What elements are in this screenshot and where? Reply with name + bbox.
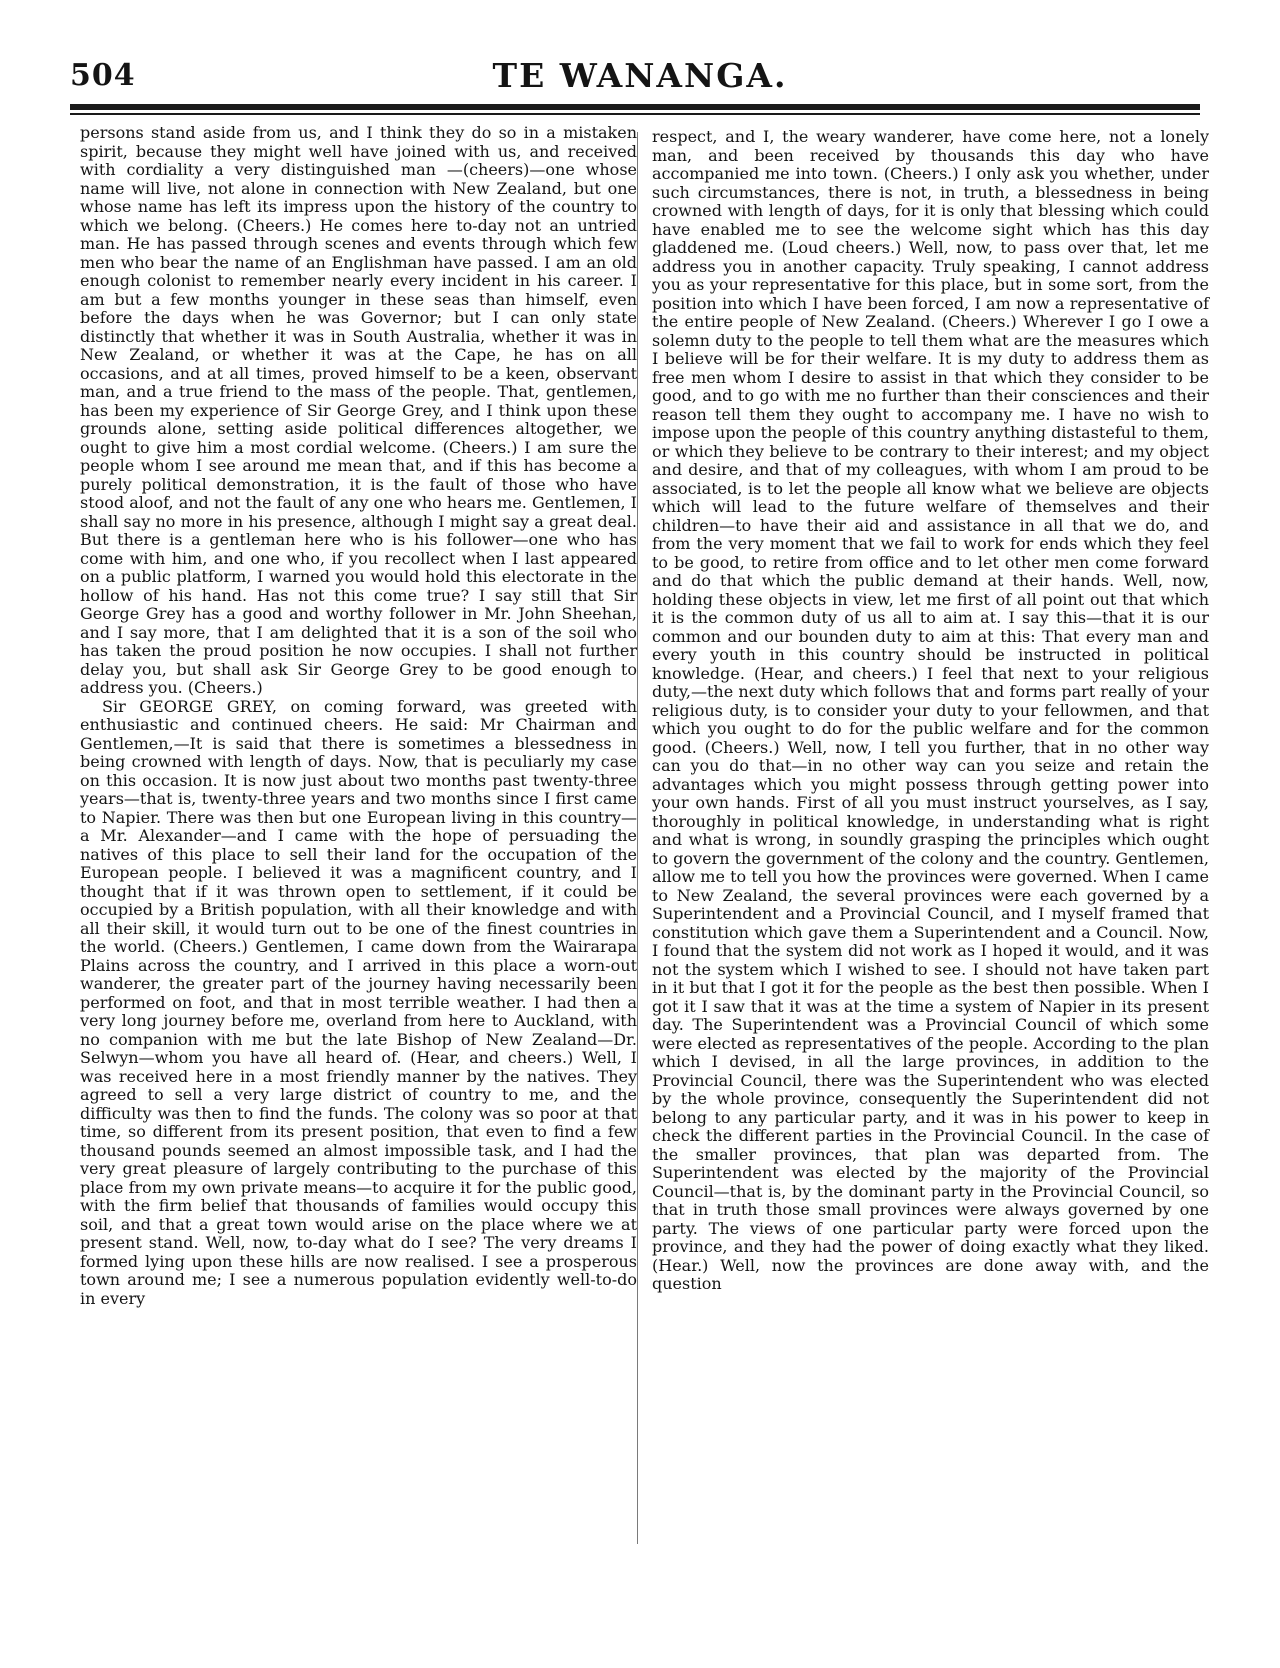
- page-number: 504: [70, 58, 136, 93]
- header-rule-thick: [70, 104, 1200, 110]
- right-paragraph-1: respect, and I, the weary wanderer, have come here, not a lonely man, and been received by thousands this day who have accompanied me into town. (Cheers.) I only ask you whether, under such circumstances, there is not, in truth, a blessedness in being crowned with length of days, for it is only that blessing which could have enabled me to see the welcome sight which has this day gladdened me. (Loud cheers.) Well, now, to pass over that, let me address you in another capacity. Truly speaking, I cannot address you as your representative for this place, but in some sort, from the position into which I have been forced, I am now a representative of the entire people of New Zealand. (Cheers.) Wherever I go I owe a solemn duty to the people to tell them what are the measures which I believe will be for their welfare. It is my duty to address them as free men whom I desire to assist in that which they consider to be good, and to go with me no further than their consciences and their reason tell them they ought to accompany me. I have no wish to impose upon the people of this country anything distasteful to them, or which they believe to be contrary to their interest; and my object and desire, and that of my colleagues, with whom I am proud to be associated, is to let the people all know what we believe are objects which will lead to the future welfare of themselves and their children—to have their aid and assistance in all that we do, and from the very moment that we fail to work for ends which they feel to be good, to retire from office and to let other men come forward and do that which the public demand at their hands. Well, now, holding these objects in view, let me first of all point out that which it is the common duty of us all to aim at. I say this—that it is our common and our bounden duty to aim at this: That every man and every youth in this country should be instructed in political knowledge. (Hear, and cheers.) I feel that next to your religious duty,—the next duty which follows that and forms part really of your religious duty, is to consider your duty to your fellowmen, and that which you ought to do for the public welfare and for the common good. (Cheers.) Well, now, I tell you further, that in no other way can you do that—in no other way can you seize and retain the advantages which you might possess through getting power into your own hands. First of all you must instruct yourselves, as I say, thoroughly in political knowledge, in understanding what is right and what is wrong, in soundly grasping the principles which ought to govern the government of the colony and the country. Gentlemen, allow me to tell you how the provinces were governed. When I came to New Zealand, the several provinces were each governed by a Superintendent and a Provincial Council, and I myself framed that constitution which gave them a Superintendent and a Council. Now, I found that the system did not work as I hoped it would, and it was not the system which I wished to see. I should not have taken part in it but that I got it for the people as the best then possible. When I got it I saw that it was at the time a system of Napier in its present day. The Superintendent was a Provincial Council of which some were elected as representatives of the people. According to the plan which I devised, in all the large provinces, in addition to the Provincial Council, there was the Superintendent who was elected by the whole province, consequently the Superintendent did not belong to any particular party, and it was in his power to keep in check the different parties in the Provincial Council. In the case of the smaller provinces, that plan was departed from. The Superintendent was elected by the majority of the Provincial Council—that is, by the dominant party in the Provincial Council, so that in truth those small provinces were always governed by one party. The views of one particular party were forced upon the province, and they had the power of doing exactly what they liked. (Hear.) Well, now the provinces are done away with, and the question: [652, 127, 1209, 1293]
- left-column: [80, 124, 637, 1308]
- left-paragraph-2: Sir GEORGE GREY, on coming forward, was greeted with enthusiastic and continued cheers. He said: Mr Chairman and Gentlemen,—It is said that there is sometimes a blessedness in being crowned with length of days. Now, that is peculiarly my case on this occasion. It is now just about two months past twenty-three years—that is, twenty-three years and two months since I first came to Napier. There was then but one European living in this country—a Mr. Alexander—and I came with the hope of persuading the natives of this place to sell their land for the occupation of the European people. I believed it was a magnificent country, and I thought that if it was thrown open to settlement, if it could be occupied by a British population, with all their knowledge and with all their skill, it would turn out to be one of the finest countries in the world. (Cheers.) Gentlemen, I came down from the Wairarapa Plains across the country, and I arrived in this place a worn-out wanderer, the greater part of the journey having necessarily been performed on foot, and that in most terrible weather. I had then a very long journey before me, overland from here to Auckland, with no companion with me but the late Bishop of New Zealand—Dr. Selwyn—whom you have all heard of. (Hear, and cheers.) Well, I was received here in a most friendly manner by the natives. They agreed to sell a very large district of country to me, and the difficulty was then to find the funds. The colony was so poor at that time, so different from its present position, that even to find a few thousand pounds seemed an almost impossible task, and I had the very great pleasure of largely contributing to the purchase of this place from my own private means—to acquire it for the public good, with the firm belief that thousands of families would occupy this soil, and that a great town would arise on the place where we at present stand. Well, now, to-day what do I see? The very dreams I formed lying upon these hills are now realised. I see a prosperous town around me; I see a numerous population evidently well-to-do in every: [80, 696, 637, 1308]
- right-column: [652, 128, 1209, 1294]
- left-paragraph-1: persons stand aside from us, and I think they do so in a mistaken spirit, because they might well have joined with us, and received with cordiality a very distinguished man —(cheers)—one whose name will live, not alone in connection with New Zealand, but one whose name has left its impress upon the history of the country to which we belong. (Cheers.) He comes here to-day not an untried man. He has passed through scenes and events through which few men who bear the name of an Englishman have passed. I am an old enough colonist to remember nearly every incident in his career. I am but a few months younger in these seas than himself, even before the days when he was Governor; but I can only state distinctly that whether it was in South Australia, whether it was in New Zealand, or whether it was at the Cape, he has on all occasions, and at all times, proved himself to be a keen, observant man, and a true friend to the mass of the people. That, gentlemen, has been my experience of Sir George Grey, and I think upon these grounds alone, setting aside political differences altogether, we ought to give him a most cordial welcome. (Cheers.) I am sure the people whom I see around me mean that, and if this has become a purely political demonstration, it is the fault of those who have stood aloof, and not the fault of any one who hears me. Gentlemen, I shall say no more in his presence, although I might say a great deal. But there is a gentleman here who is his follower—one who has come with him, and one who, if you recollect when I last appeared on a public platform, I warned you would hold this electorate in the hollow of his hand. Has not this come true? I say still that Sir George Grey has a good and worthy follower in Mr. John Sheehan, and I say more, that I am delighted that it is a son of the soil who has taken the proud position he now occupies. I shall not further delay you, but shall ask Sir George Grey to be good enough to address you. (Cheers.): [80, 123, 637, 697]
- column-divider: [637, 132, 638, 1544]
- masthead-title: TE WANANGA.: [492, 56, 788, 95]
- header-rule-thin: [70, 113, 1200, 115]
